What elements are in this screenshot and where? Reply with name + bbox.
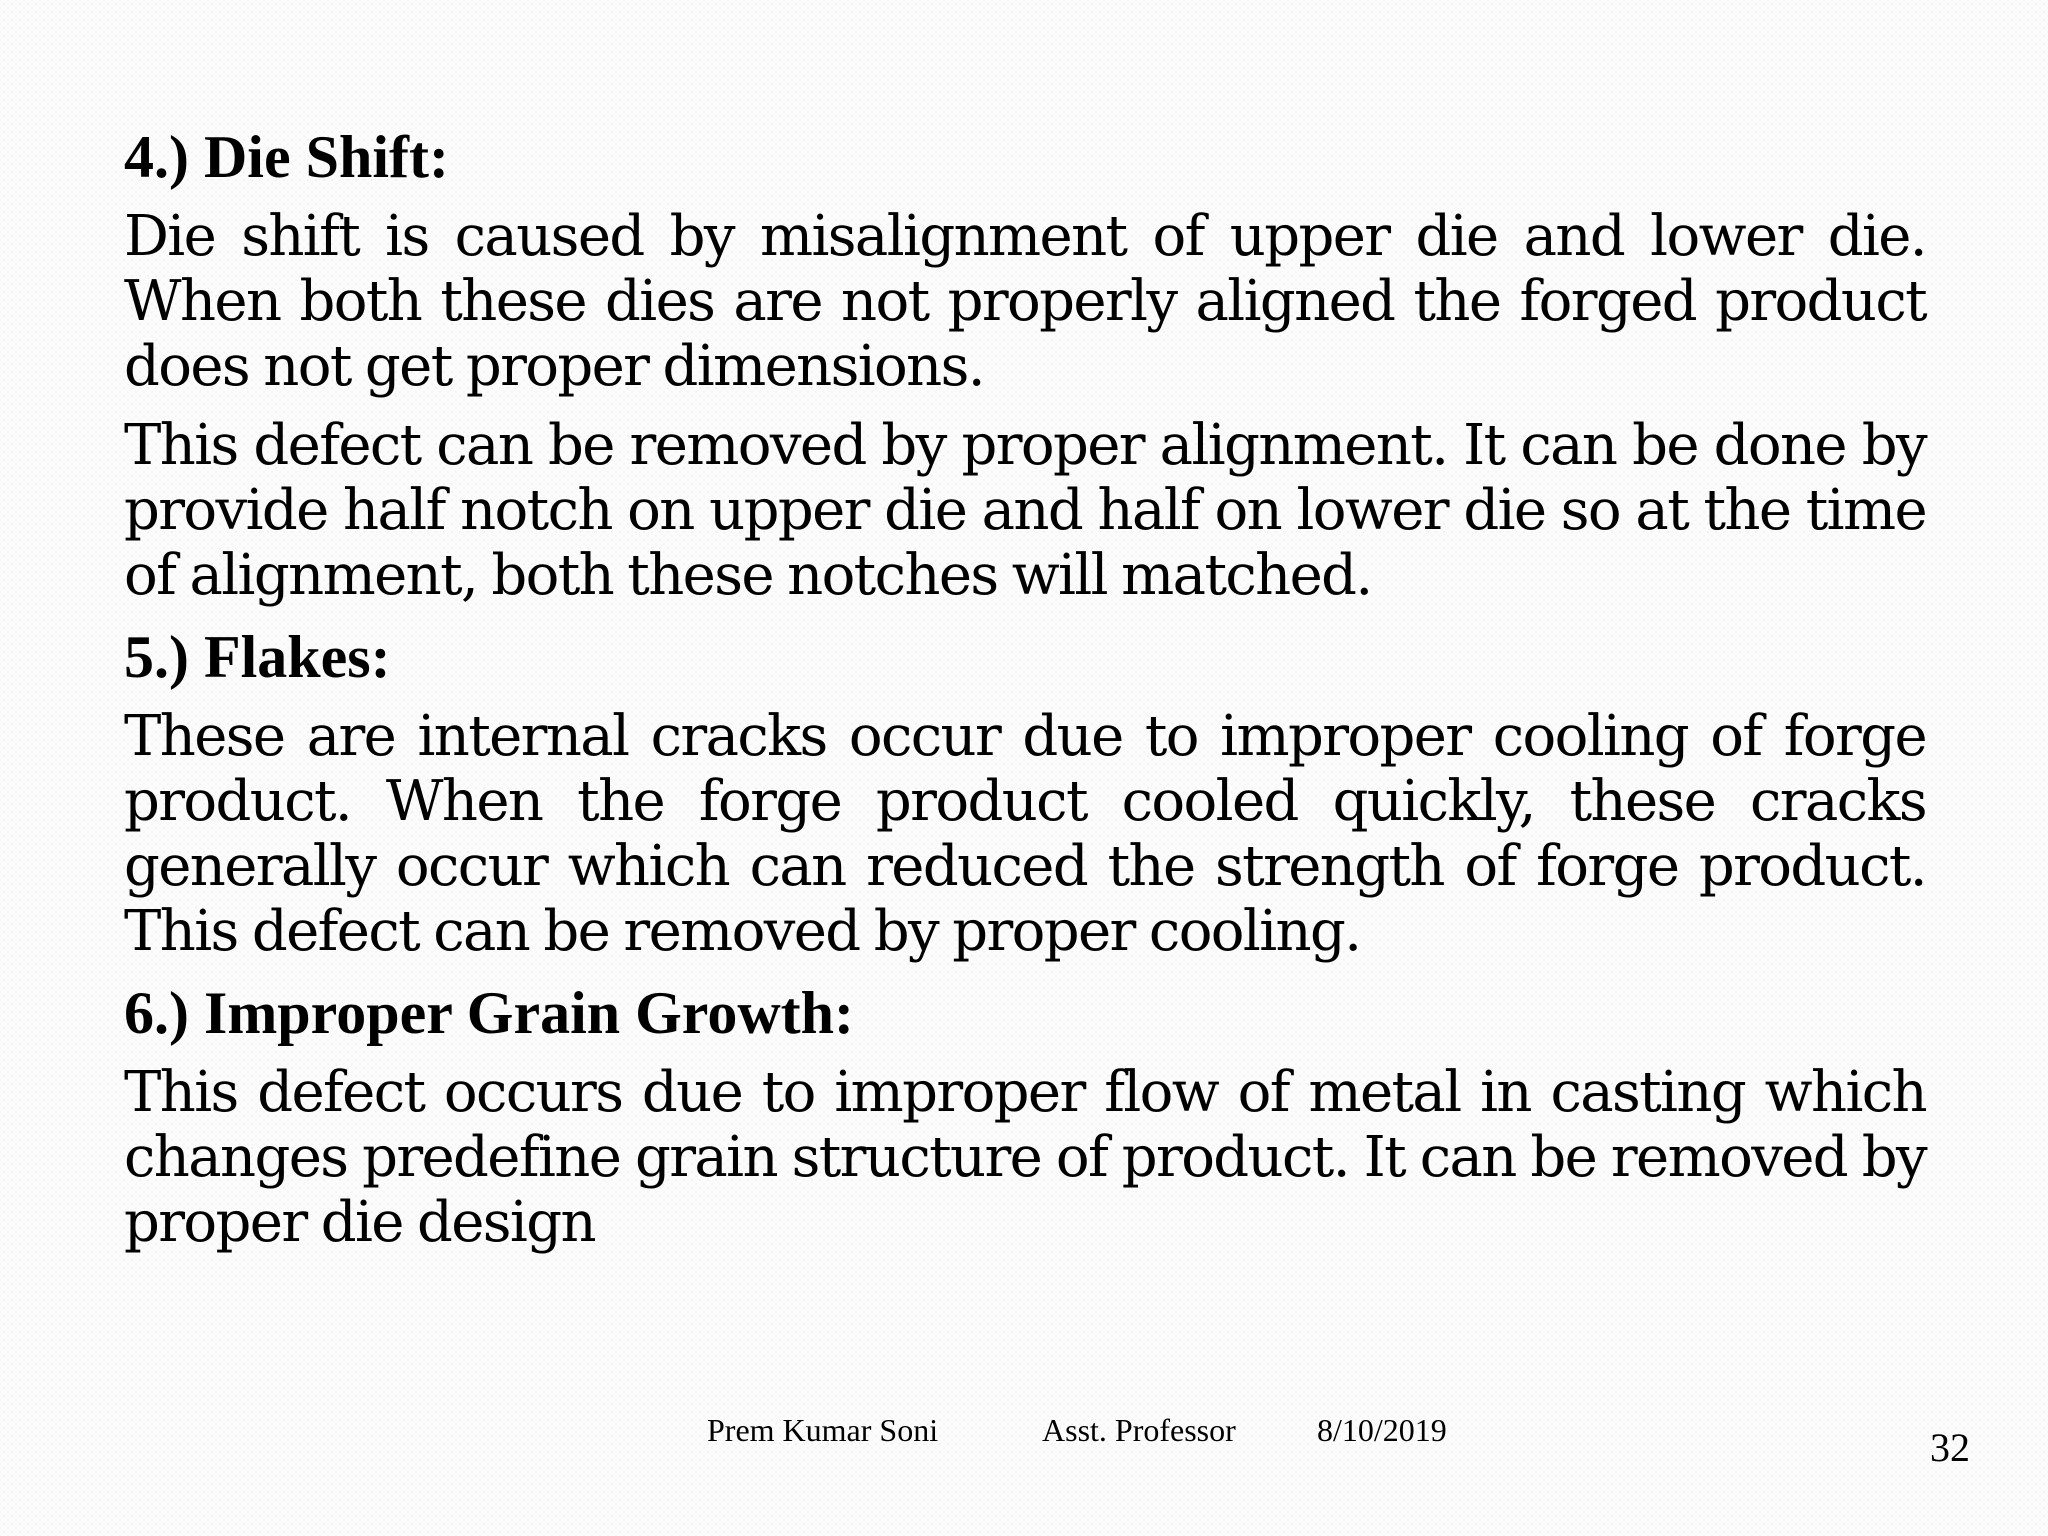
paragraph-die-shift-remedy: This defect can be removed by proper alignment. It can be done by provide half notch on upper die and half on lower die so at the time of alignment, both these notches will matched.	[124, 413, 1926, 608]
paragraph-flakes: These are internal cracks occur due to improper cooling of forge product. When the forge product cooled quickly, these cracks generally occur which can reduced the strength of forge product. This defect can be removed by proper cooling.	[124, 704, 1926, 964]
heading-flakes: 5.) Flakes:	[124, 624, 391, 690]
footer-title: Asst. Professor	[1042, 1412, 1236, 1448]
footer-author: Prem Kumar Soni	[707, 1412, 939, 1448]
paragraph-improper-grain-growth: This defect occurs due to improper flow of metal in casting which changes predefine grain structure of product. It can be removed by proper die design	[124, 1060, 1926, 1255]
footer-date: 8/10/2019	[1317, 1412, 1447, 1448]
heading-improper-grain-growth: 6.) Improper Grain Growth:	[124, 980, 854, 1046]
heading-die-shift: 4.) Die Shift:	[124, 124, 449, 190]
slide-number: 32	[1930, 1425, 1970, 1470]
slide-body	[124, 122, 1926, 1255]
paragraph-die-shift-cause: Die shift is caused by misalignment of upper die and lower die. When both these dies are not properly aligned the forged product does not get proper dimensions.	[124, 204, 1926, 399]
